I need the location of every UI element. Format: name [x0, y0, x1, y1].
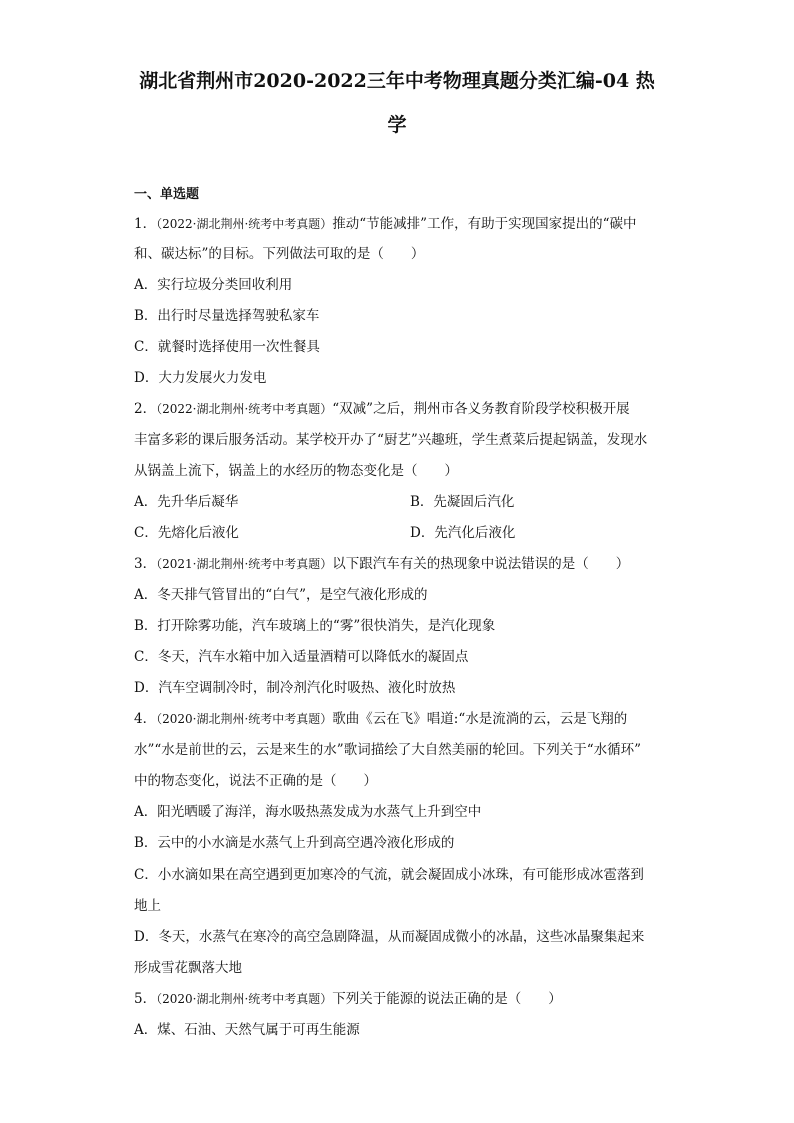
question-4-option-a: A．阳光晒暖了海洋，海水吸热蒸发成为水蒸气上升到空中: [134, 804, 482, 820]
question-1-option-a: A．实行垃圾分类回收利用: [134, 277, 293, 293]
question-number: 4．: [134, 711, 157, 727]
question-4-option-c: C．小水滴如果在高空遇到更加寒冷的气流，就会凝固成小冰珠，有可能形成冰雹落到: [134, 867, 644, 883]
section-heading: 一、单选题: [134, 187, 200, 202]
question-3-line-1: [134, 555, 629, 573]
question-5-option-a: A．煤、石油、天然气属于可再生能源: [134, 1022, 360, 1038]
question-number: 5．: [134, 991, 157, 1007]
title-line-2: 学: [387, 114, 407, 136]
question-2-option-c: C．先熔化后液化: [134, 525, 239, 541]
question-text: 以下跟汽车有关的热现象中说法错误的是（ ）: [332, 556, 630, 572]
question-3-option-d: D．汽车空调制冷时，制冷剂汽化时吸热、液化时放热: [134, 680, 456, 696]
question-3-option-a: A．冬天排气管冒出的“白气”，是空气液化形成的: [134, 587, 428, 603]
question-4-option-d: D．冬天，水蒸气在寒冷的高空急剧降温，从而凝固成微小的冰晶，这些冰晶聚集起来: [134, 929, 645, 945]
question-2-line-2: 丰富多彩的课后服务活动。某学校开办了“厨艺”兴趣班，学生煮菜后提起锅盖，发现水: [134, 432, 648, 448]
question-1-line-1: [134, 215, 636, 233]
question-2-line-1: [134, 400, 630, 418]
question-2-option-d: D．先汽化后液化: [410, 525, 516, 541]
question-number: 3．: [134, 556, 157, 572]
question-4-option-b: B．云中的小水滴是水蒸气上升到高空遇冷液化形成的: [134, 835, 455, 851]
question-number: 1．: [134, 216, 157, 232]
question-source: （2022·湖北荆州·统考中考真题）: [156, 217, 333, 231]
question-4-line-1: [134, 710, 627, 728]
question-text: 下列关于能源的说法正确的是（ ）: [332, 991, 562, 1007]
document-title: [120, 59, 674, 147]
question-text: 歌曲《云在飞》唱道:“水是流淌的云，云是飞翔的: [332, 711, 628, 727]
question-3-option-b: B．打开除雾功能，汽车玻璃上的“雾”很快消失，是汽化现象: [134, 618, 496, 634]
question-1-option-b: B．出行时尽量选择驾驶私家车: [134, 308, 320, 324]
question-text: “双减”之后，荆州市各义务教育阶段学校积极开展: [332, 401, 630, 417]
question-4-option-d-continued: 形成雪花飘落大地: [134, 960, 242, 976]
question-2-option-a: A．先升华后凝华: [134, 494, 239, 510]
question-2-option-b: B．先凝固后汽化: [410, 494, 515, 510]
question-2-line-3: 从锅盖上流下，锅盖上的水经历的物态变化是（ ）: [134, 463, 458, 479]
question-source: （2020·湖北荆州·统考中考真题）: [156, 712, 333, 726]
question-1-line-2: 和、碳达标”的目标。下列做法可取的是（ ）: [134, 246, 425, 262]
question-1-option-c: C．就餐时选择使用一次性餐具: [134, 339, 320, 355]
question-4-line-3: 中的物态变化，说法不正确的是（ ）: [134, 773, 377, 789]
question-number: 2．: [134, 401, 157, 417]
question-source: （2022·湖北荆州·统考中考真题）: [156, 402, 333, 416]
question-source: （2021·湖北荆州·统考中考真题）: [156, 557, 333, 571]
question-text: 推动“节能减排”工作，有助于实现国家提出的“碳中: [332, 216, 637, 232]
title-line-1: 湖北省荆州市2020-2022三年中考物理真题分类汇编-04 热: [139, 70, 655, 92]
question-1-option-d: D．大力发展火力发电: [134, 370, 267, 386]
question-3-option-c: C．冬天，汽车水箱中加入适量酒精可以降低水的凝固点: [134, 649, 469, 665]
question-source: （2020·湖北荆州·统考中考真题）: [156, 992, 333, 1006]
question-5-line-1: [134, 990, 562, 1008]
question-4-option-c-continued: 地上: [134, 898, 161, 914]
question-4-line-2: 水”“水是前世的云，云是来生的水”歌词描绘了大自然美丽的轮回。下列关于“水循环”: [134, 742, 642, 758]
